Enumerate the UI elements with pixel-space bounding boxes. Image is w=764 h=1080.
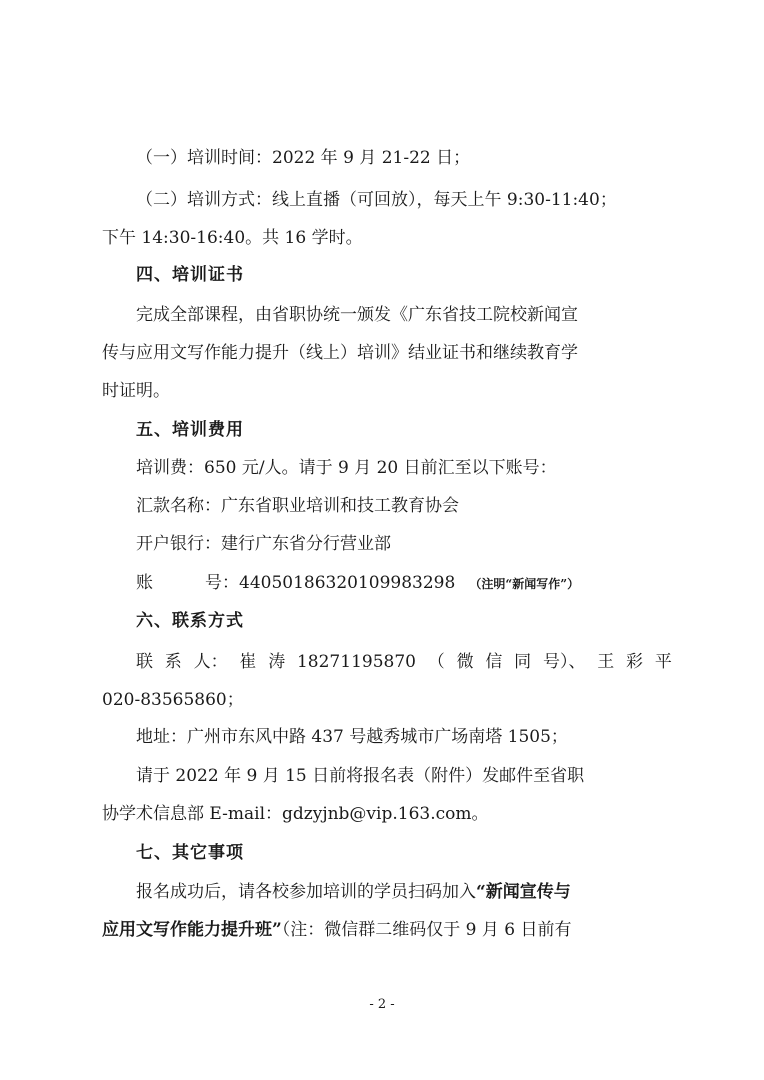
contact-line1-part: 人： (193, 652, 228, 672)
contact-line1-part: 平 (654, 652, 672, 672)
contact-line1-part: 联 (136, 652, 153, 672)
contact-line2: 020-83565860； (102, 690, 244, 710)
contact-line1-part: 彩 (626, 652, 644, 672)
training-mode-line1: （二）培训方式：线上直播（可回放），每天上午 9:30-11:40； (136, 190, 617, 210)
certificate-line1: 完成全部课程，由省职协统一颁发《广东省技工院校新闻宣 (136, 305, 578, 325)
certificate-line3: 时证明。 (102, 381, 170, 401)
contact-line1-part: 微 (456, 652, 474, 672)
account-label-start: 账 (136, 573, 153, 593)
email-instruction-line1: 请于 2022 年 9 月 15 日前将报名表（附件）发邮件至省职 (136, 766, 585, 786)
certificate-line2: 传与应用文写作能力提升（线上）培训》结业证书和继续教育学 (102, 343, 578, 363)
section-heading-other: 七、其它事项 (136, 843, 244, 863)
fee-line: 培训费：650 元/人。请于 9 月 20 日前汇至以下账号： (136, 458, 557, 478)
contact-line1-part: （ (427, 652, 445, 672)
section-heading-contact: 六、联系方式 (136, 611, 244, 631)
account-number: 号：44050186320109983298 (205, 573, 456, 593)
page-number: - 2 - (369, 997, 395, 1012)
section-heading-fee: 五、培训费用 (136, 420, 244, 440)
group-name-start: “新闻宣传与 (476, 882, 571, 902)
other-matters-text-b: （注：微信群二维码仅于 9 月 6 日前有 (281, 920, 572, 940)
contact-line1-part: 信 (485, 652, 503, 672)
group-name-end: 应用文写作能力提升班” (102, 920, 282, 940)
section-heading-certificate: 四、培训证书 (136, 265, 244, 285)
training-time: （一）培训时间：2022 年 9 月 21-22 日； (136, 148, 471, 168)
contact-line1-part: 系 (164, 652, 182, 672)
contact-line1 (136, 650, 672, 674)
contact-line1-part: 18271195870 (296, 652, 416, 672)
training-mode-line2: 下午 14:30-16:40。共 16 学时。 (102, 228, 363, 248)
other-matters-text-a: 报名成功后，请各校参加培训的学员扫码加入 (136, 882, 476, 902)
other-matters-line2 (102, 918, 672, 942)
account-note: （注明“新闻写作”） (469, 577, 580, 591)
account-number-line (136, 571, 672, 596)
contact-line1-part: 涛 (268, 652, 286, 672)
bank-name: 开户银行：建行广东省分行营业部 (136, 534, 391, 554)
other-matters-line1 (136, 880, 672, 904)
contact-line1-part: 同 (514, 652, 532, 672)
contact-line1-part: 崔 (239, 652, 257, 672)
address-line: 地址：广州市东风中路 437 号越秀城市广场南塔 1505； (136, 727, 568, 747)
email-instruction-line2: 协学术信息部 E-mail：gdzyjnb@vip.163.com。 (102, 804, 489, 824)
contact-line1-part: 王 (597, 652, 615, 672)
contact-line1-part: 号）、 (542, 652, 586, 672)
remittance-name: 汇款名称：广东省职业培训和技工教育协会 (136, 496, 459, 516)
